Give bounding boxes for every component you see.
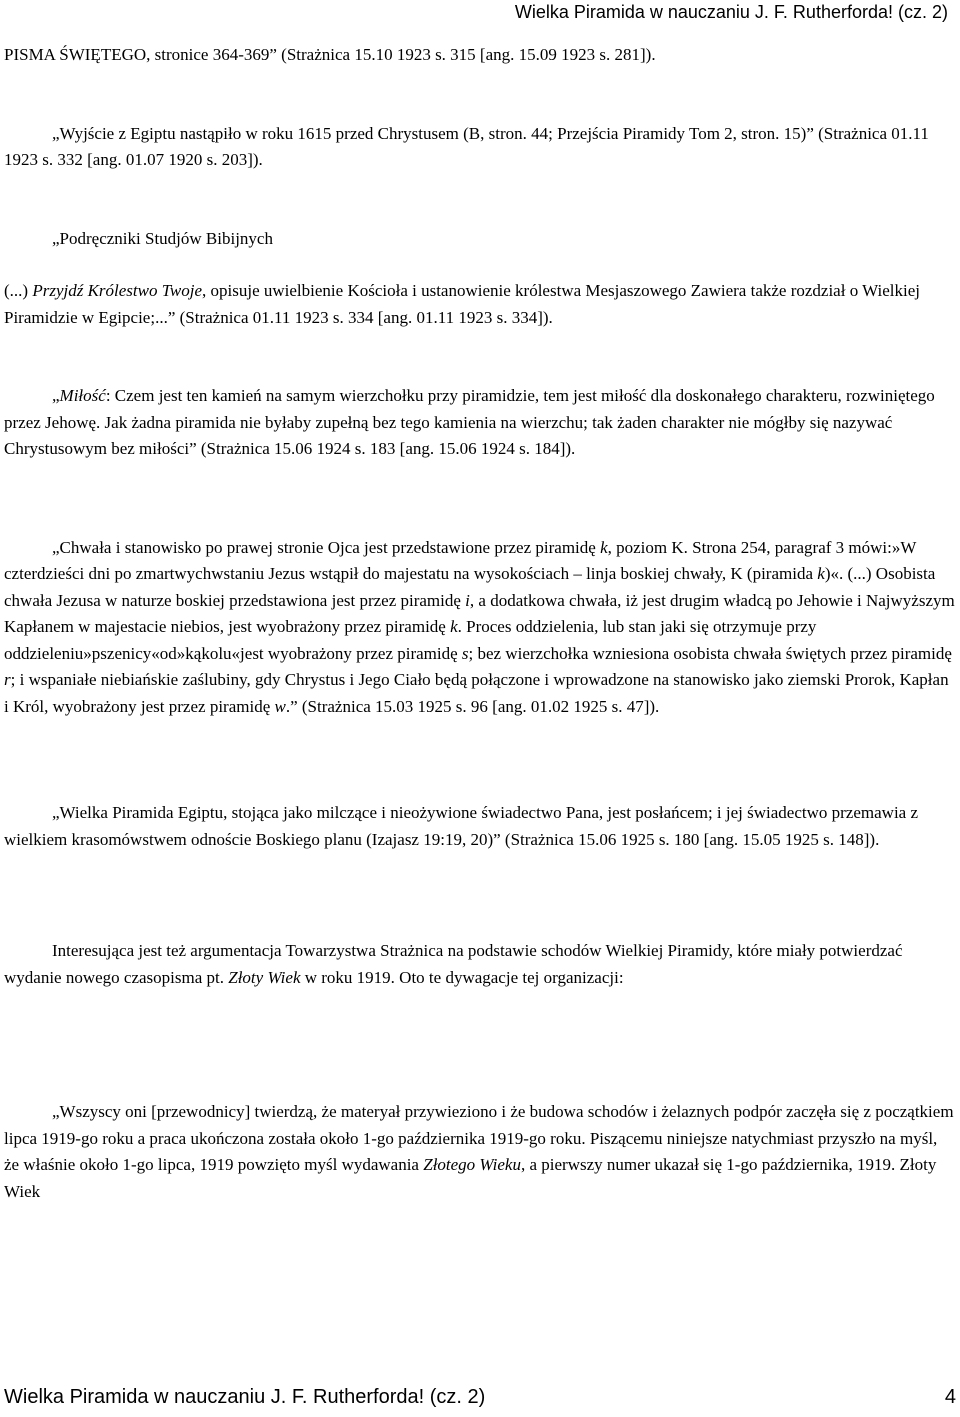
quote-great-pyramid-witness: „Wielka Piramida Egiptu, stojąca jako milczące i nieożywione świadectwo Pana, jest posłańcem; i jej świadectwo przemawia z wielkiem krasomówstwem odnoście Boskiego planu (Izajasz 19:19, 20)” (Strażnica 15.06 1925 s. 180 [ang. 15.05 1925 s. 148]). bbox=[4, 803, 919, 849]
footer-title: Wielka Piramida w nauczaniu J. F. Rutherforda! (cz. 2) bbox=[4, 1386, 486, 1408]
magazine-title: Złoty Wiek bbox=[228, 967, 301, 987]
quote-love: „Miłość: Czem jest ten kamień na samym wierzchołku przy piramidzie, tem jest miłość dla doskonałego charakteru, rozwiniętego przez Jehowę. Jak żadna piramida nie byłaby zupełną bez tego kamienia na wierzchu; tak żaden charakter nie mógłby się nazywać Chrystusowym bez miłości” (Strażnica 15.06 1924 s. 183 [ang. 15.06 1924 s. 184]). bbox=[4, 386, 935, 458]
quote-guides-stairs: „Wszyscy oni [przewodnicy] twierdzą, że materyał przywieziono i że budowa schodów i żelaznych podpór zaczęła się z początkiem lipca 1919-go roku a praca ukończona została około 1-go października 1919-go roku. Piszącemu niniejsze natychmiast przyszło na myśl, że właśnie około 1-go lipca, 1919 powzięto myśl wydawania Złotego Wieku, a pierwszy numer ukazał się 1-go października, 1919. Złoty Wiek bbox=[4, 1102, 954, 1201]
love-term: Miłość bbox=[59, 386, 106, 405]
commentary-paragraph: Interesująca jest też argumentacja Towarzystwa Strażnica na podstawie schodów Wielkiej Piramidy, które miały potwierdzać wydanie nowego czasopisma pt. Złoty Wiek w roku 1919. Oto te dywagacje tej organizacji: bbox=[4, 941, 903, 987]
quote-exodus: „Wyjście z Egiptu nastąpiło w roku 1615 przed Chrystusem (B, stron. 44; Przejścia Piramidy Tom 2, stron. 15)” (Strażnica 01.11 1923 s. 332 [ang. 01.07 1920 s. 203]). bbox=[4, 123, 929, 169]
paragraph-continuation: PISMA ŚWIĘTEGO, stronice 364-369” (Strażnica 15.10 1923 s. 315 [ang. 15.09 1923 s. 281]). bbox=[4, 45, 656, 64]
magazine-title-genitive: Złotego Wieku bbox=[423, 1155, 521, 1174]
quote-study-handbooks-title: „Podręczniki Studjów Bibijnych bbox=[52, 228, 273, 248]
page-header: Wielka Piramida w nauczaniu J. F. Rutherforda! (cz. 2) bbox=[514, 2, 948, 22]
quote-thy-kingdom-come: (...) Przyjdź Królestwo Twoje, opisuje uwielbienie Kościoła i ustanowienie królestwa Mesjaszowego Zawiera także rozdział o Wielkiej Piramidzie w Egipcie;...” (Strażnica 01.11 1923 s. 334 [ang. 01.11 1923 s. 334]). bbox=[4, 281, 920, 327]
page-number: 4 bbox=[944, 1386, 956, 1408]
book-title: Przyjdź Królestwo Twoje bbox=[32, 281, 203, 300]
quote-glory-pyramid: „Chwała i stanowisko po prawej stronie Ojca jest przedstawione przez piramidę k, poziom K. Strona 254, paragraf 3 mówi:»W czterdzieści dni po zmartwychwstaniu Jezus wstąpił do majestatu na wysokościach – linja boskiej chwały, K (piramida k)«. (...) Osobista chwała Jezusa w naturze boskiej przedstawiona jest przez piramidę i, a dodatkowa chwała, iż jest drugim władcą po Jehowie i Najwyższym Kapłanem w majestacie niebios, jest wyobrażony przez piramidę k. Proces oddzielenia, lub stan jaki się otrzymuje przy oddzieleniu»pszenicy«od»kąkolu«jest wyobrażony przez piramidę s; bez wierzchołka wzniesiona osobista chwała świętych przez piramidę r; i wspaniałe niebiańskie zaślubiny, gdy Chrystus i Jego Ciało będą połączone i wprowadzone na stanowisko jako ziemski Prorok, Kapłan i Król, wyobrażony jest przez piramidę w.” (Strażnica 15.03 1925 s. 96 [ang. 01.02 1925 s. 47]). bbox=[4, 537, 955, 716]
page-footer bbox=[4, 1386, 956, 1414]
document-body bbox=[4, 42, 956, 1205]
